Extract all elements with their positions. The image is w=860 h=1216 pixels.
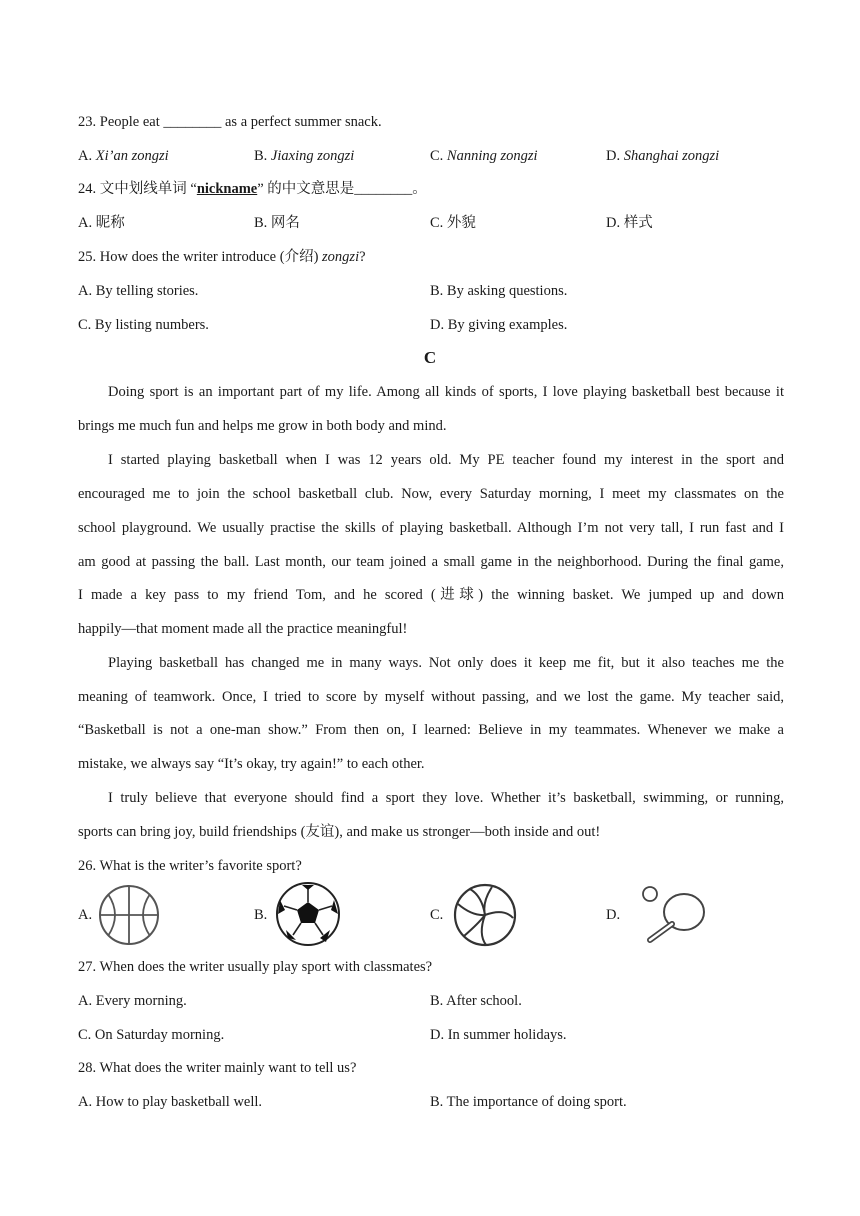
- question-25-stem: 25. How does the writer introduce (介绍) zongzi?: [78, 249, 366, 265]
- q26-option-b-label: B.: [254, 907, 268, 923]
- q25-option-c: C. By listing numbers.: [78, 317, 209, 333]
- q25-option-a: A. By telling stories.: [78, 283, 199, 299]
- q24-option-b: B. 网名: [254, 215, 300, 231]
- passage-p2-line: happily—that moment made all the practice meaningful!: [78, 621, 408, 637]
- volleyball-icon: [452, 882, 518, 948]
- passage-p3-line: mistake, we always say “It’s okay, try again!” to each other.: [78, 756, 425, 772]
- passage-p4-line: I truly believe that everyone should find a sport they love. Whether it’s basketball, swimming, or running,: [108, 790, 784, 806]
- question-28-stem: 28. What does the writer mainly want to tell us?: [78, 1060, 357, 1076]
- underlined-word: nickname: [196, 181, 258, 197]
- basketball-icon: [96, 884, 162, 946]
- q25-option-d: D. By giving examples.: [430, 317, 568, 333]
- question-26-stem: 26. What is the writer’s favorite sport?: [78, 858, 302, 874]
- q23-option-b: B. Jiaxing zongzi: [254, 148, 355, 164]
- passage-p1-line: Doing sport is an important part of my life. Among all kinds of sports, I love playing basketball best because it: [108, 384, 784, 400]
- q28-option-a: A. How to play basketball well.: [78, 1094, 263, 1110]
- q27-option-c: C. On Saturday morning.: [78, 1027, 225, 1043]
- passage-p2-line: I made a key pass to my friend Tom, and he scored (进球) the winning basket. We jumped up and down: [78, 587, 784, 603]
- passage-p3-line: meaning of teamwork. Once, I tried to score by myself without passing, and we lost the game. My teacher said,: [78, 689, 784, 705]
- q26-option-d-label: D.: [606, 907, 621, 923]
- q27-option-a: A. Every morning.: [78, 993, 187, 1009]
- passage-p2-line: encouraged me to join the school basketball club. Now, every Saturday morning, I meet my classmates on the: [78, 486, 784, 502]
- question-27-stem: 27. When does the writer usually play sport with classmates?: [78, 959, 433, 975]
- passage-p3-line: “Basketball is not a one-man show.” From then on, I learned: Believe in my teammates. Whenever we make a: [78, 722, 784, 738]
- passage-p1-line: brings me much fun and helps me grow in both body and mind.: [78, 418, 447, 434]
- q23-option-a: A. Xi’an zongzi: [78, 148, 169, 164]
- passage-p2-line: am good at passing the ball. Last month, our team joined a small game in the neighborhood. During the final game,: [78, 554, 784, 570]
- q24-option-a: A. 昵称: [78, 215, 125, 231]
- q23-option-d: D. Shanghai zongzi: [606, 148, 720, 164]
- q27-option-b: B. After school.: [430, 993, 522, 1009]
- q26-option-a-label: A.: [78, 907, 93, 923]
- section-title: C: [423, 348, 437, 367]
- passage-p3-line: Playing basketball has changed me in many ways. Not only does it keep me fit, but it also teaches me the: [108, 655, 784, 671]
- q25-option-b: B. By asking questions.: [430, 283, 568, 299]
- q23-option-c: C. Nanning zongzi: [430, 148, 538, 164]
- q26-option-c-label: C.: [430, 907, 444, 923]
- q27-option-d: D. In summer holidays.: [430, 1027, 567, 1043]
- question-23-stem: 23. People eat ________ as a perfect summer snack.: [78, 114, 382, 130]
- q24-option-c: C. 外貌: [430, 215, 476, 231]
- q24-option-d: D. 样式: [606, 215, 653, 231]
- soccer-ball-icon: [274, 880, 342, 948]
- passage-p4-line: sports can bring joy, build friendships (友谊), and make us stronger—both inside and out!: [78, 824, 601, 840]
- question-24-stem: 24. 文中划线单词 “nickname” 的中文意思是________。: [78, 181, 427, 197]
- ping-pong-icon: [636, 884, 708, 946]
- passage-p2-line: I started playing basketball when I was 12 years old. My PE teacher found my interest in the sport and: [108, 452, 784, 468]
- q28-option-b: B. The importance of doing sport.: [430, 1094, 627, 1110]
- passage-p2-line: school playground. We usually practise the skills of playing basketball. Although I’m not very tall, I run fast and I: [78, 520, 784, 536]
